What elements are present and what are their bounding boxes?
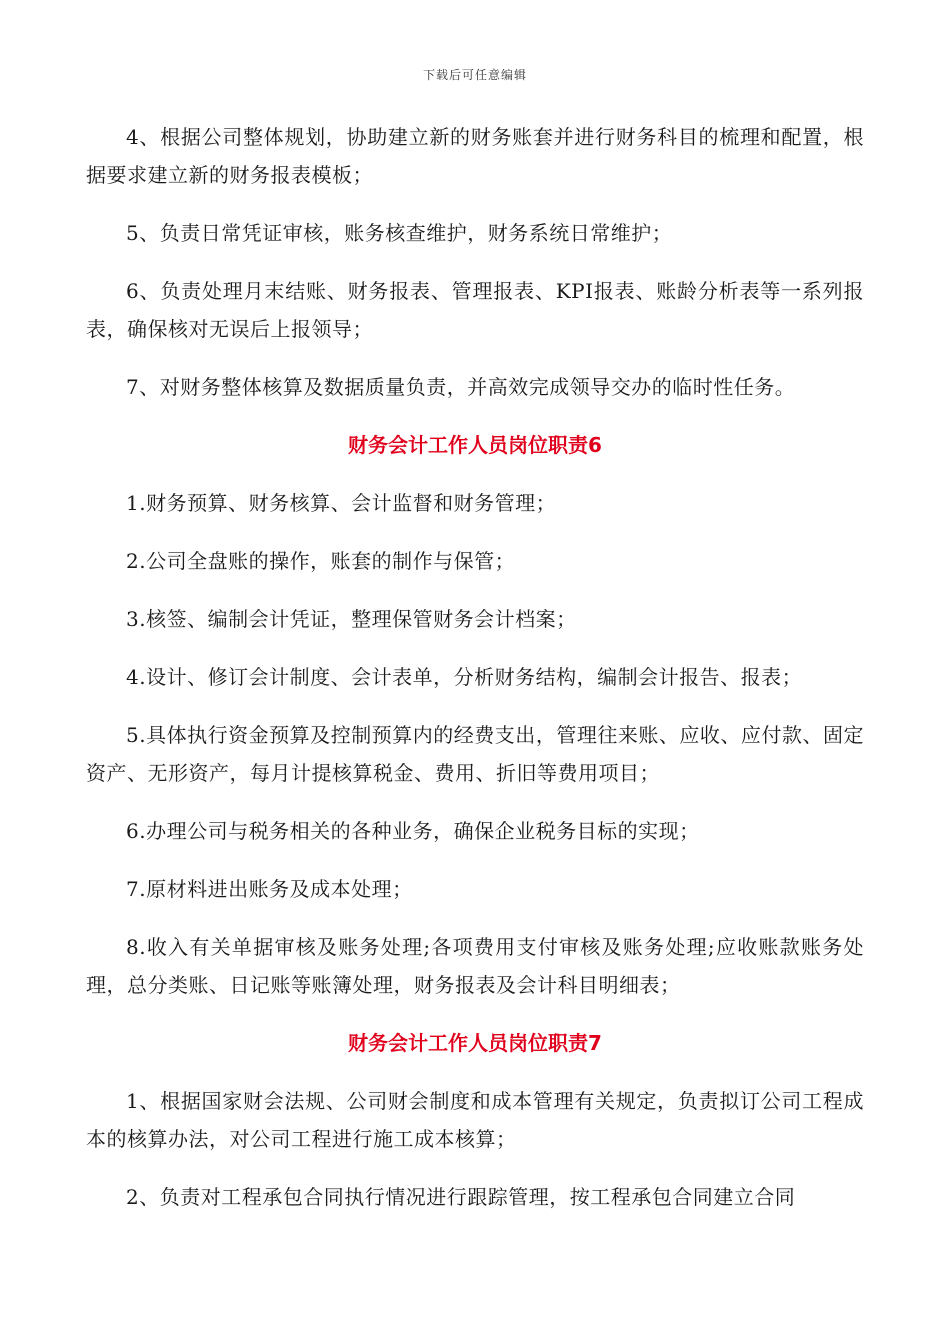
- paragraph: 1、根据国家财会法规、公司财会制度和成本管理有关规定，负责拟订公司工程成本的核算办法，对公司工程进行施工成本核算；: [86, 1089, 864, 1151]
- section-title: 财务会计工作人员岗位职责6: [348, 433, 602, 457]
- paragraph: 7、对财务整体核算及数据质量负责，并高效完成领导交办的临时性任务。: [126, 375, 796, 399]
- paragraph: 6、负责处理月末结账、财务报表、管理报表、KPI报表、账龄分析表等一系列报表，确保核对无误后上报领导；: [86, 279, 864, 341]
- header-note: 下载后可任意编辑: [422, 68, 527, 82]
- paragraph: 6.办理公司与税务相关的各种业务，确保企业税务目标的实现；: [126, 819, 700, 843]
- document-body: [86, 118, 864, 1236]
- section-title: 财务会计工作人员岗位职责7: [348, 1031, 602, 1055]
- paragraph: 4、根据公司整体规划，协助建立新的财务账套并进行财务科目的梳理和配置，根据要求建立新的财务报表模板；: [86, 125, 864, 187]
- paragraph: 3.核签、编制会计凭证，整理保管财务会计档案；: [126, 607, 577, 631]
- paragraph: 7.原材料进出账务及成本处理；: [126, 877, 413, 901]
- paragraph: 2、负责对工程承包合同执行情况进行跟踪管理，按工程承包合同建立合同: [126, 1185, 796, 1209]
- paragraph: 5.具体执行资金预算及控制预算内的经费支出，管理往来账、应收、应付款、固定资产、无形资产，每月计提核算税金、费用、折旧等费用项目；: [86, 723, 864, 785]
- paragraph: 8.收入有关单据审核及账务处理;各项费用支付审核及账务处理;应收账款账务处理，总分类账、日记账等账簿处理，财务报表及会计科目明细表；: [86, 935, 864, 997]
- paragraph: 5、负责日常凭证审核，账务核查维护，财务系统日常维护；: [126, 221, 673, 245]
- paragraph: 4.设计、修订会计制度、会计表单，分析财务结构，编制会计报告、报表；: [126, 665, 803, 689]
- paragraph: 2.公司全盘账的操作，账套的制作与保管；: [126, 549, 516, 573]
- paragraph: 1.财务预算、财务核算、会计监督和财务管理；: [126, 491, 557, 515]
